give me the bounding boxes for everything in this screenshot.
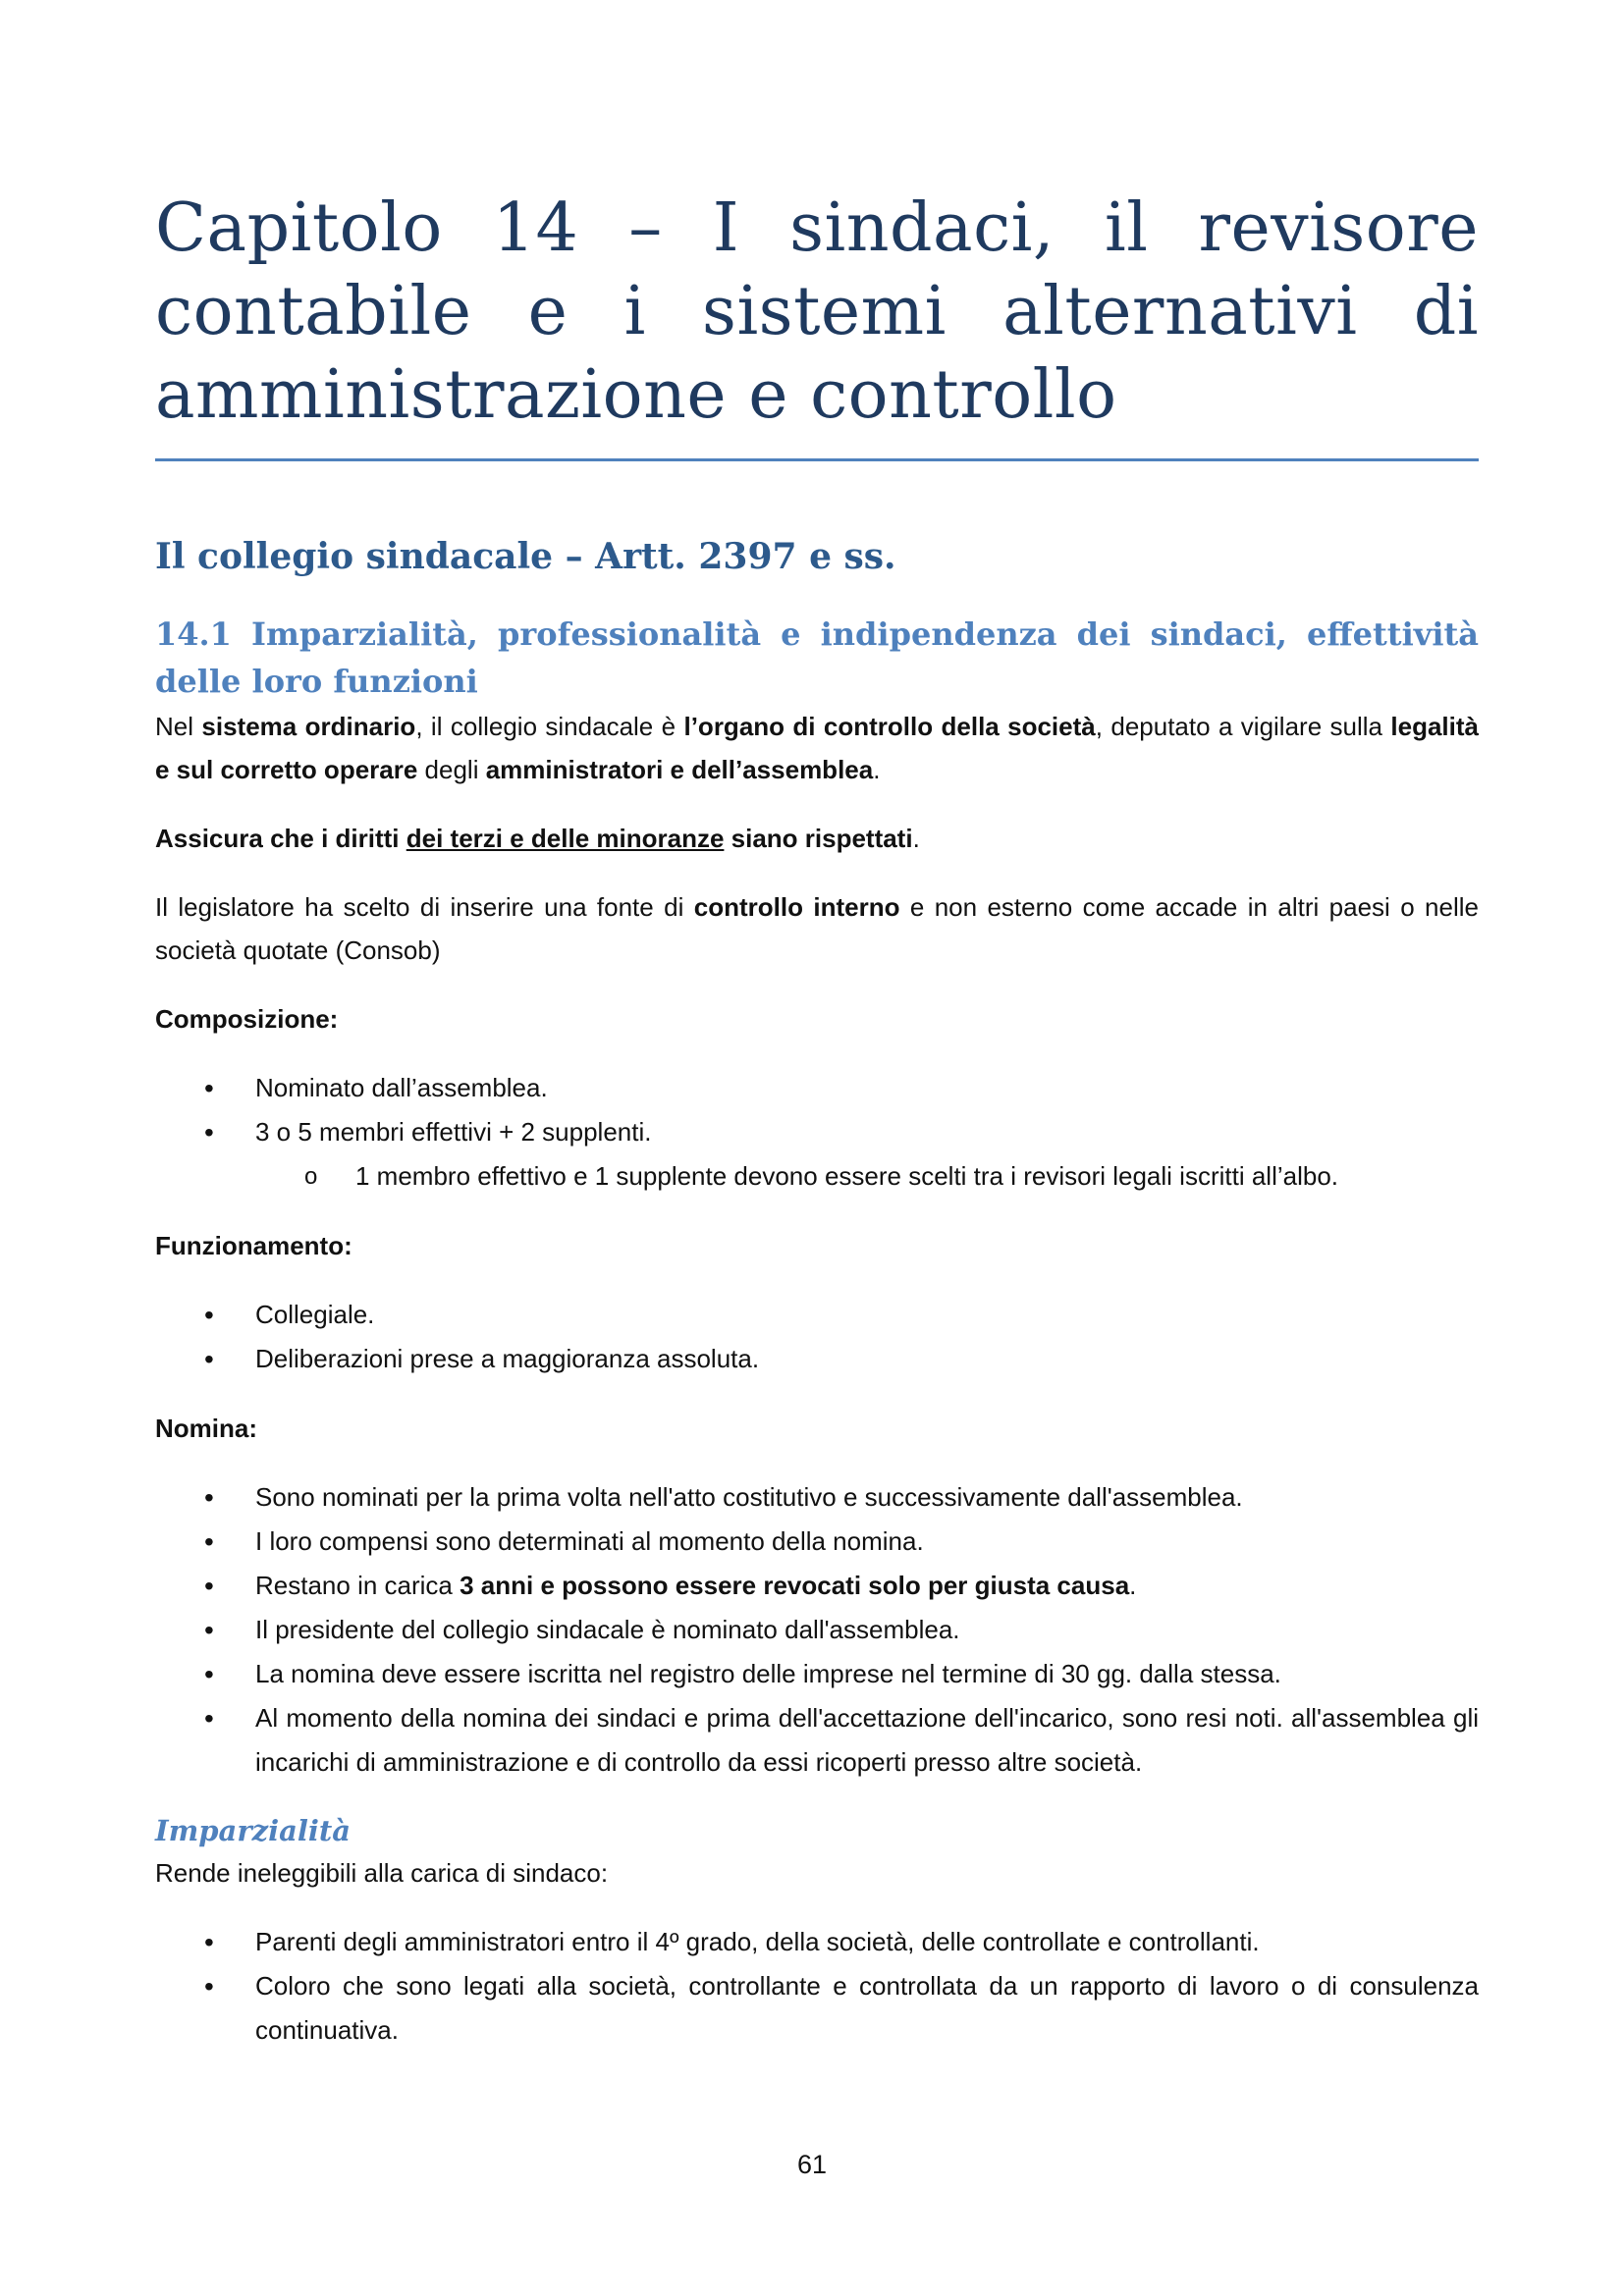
composizione-list bbox=[155, 1066, 1479, 1199]
sub-list-item: o 1 membro effettivo e 1 supplente devono essere scelti tra i revisori legali iscritti all’albo. bbox=[155, 1154, 1479, 1199]
imparzialita-list bbox=[155, 1920, 1479, 2053]
chapter-title: Capitolo 14 – I sindaci, il revisore contabile e i sistemi alternativi di amministrazione e controllo bbox=[155, 189, 1479, 434]
imparzialita-title: Imparzialità bbox=[155, 1814, 352, 1847]
list-item: • 3 o 5 membri effettivi + 2 supplenti. o 1 membro effettivo e 1 supplente devono essere scelti tra i revisori legali iscritti all’albo. bbox=[155, 1110, 1479, 1199]
subsection-title: 14.1 Imparzialità, professionalità e indipendenza dei sindaci, effettività delle loro funzioni bbox=[155, 615, 1479, 700]
page-number: 61 bbox=[796, 2150, 828, 2179]
intro-paragraph-2: Assicura che i diritti dei terzi e delle minoranze siano rispettati. bbox=[155, 824, 920, 853]
list-item: • I loro compensi sono determinati al momento della nomina. bbox=[155, 1520, 1479, 1564]
list-item: • Collegiale. bbox=[155, 1293, 1479, 1337]
list-item: • Nominato dall’assemblea. bbox=[155, 1066, 1479, 1110]
composizione-sublist bbox=[155, 1154, 1479, 1199]
list-item: • Al momento della nomina dei sindaci e prima dell'accettazione dell'incarico, sono resi noti. all'assemblea gli incarichi di amministrazione e di controllo da essi ricoperti presso altre società. bbox=[155, 1696, 1479, 1785]
funzionamento-list bbox=[155, 1293, 1479, 1381]
document-page bbox=[155, 187, 1479, 2053]
list-item: • Restano in carica 3 anni e possono essere revocati solo per giusta causa. bbox=[155, 1564, 1479, 1608]
funzionamento-label: Funzionamento: bbox=[155, 1231, 352, 1260]
intro-paragraph-1: Nel sistema ordinario, il collegio sindacale è l’organo di controllo della società, deputato a vigilare sulla legalità e sul corretto operare degli amministratori e dell’assemblea. bbox=[155, 712, 1479, 784]
list-item: • Parenti degli amministratori entro il 4º grado, della società, delle controllate e controllanti. bbox=[155, 1920, 1479, 1964]
section-title: Il collegio sindacale – Artt. 2397 e ss. bbox=[155, 536, 896, 577]
list-item: • Sono nominati per la prima volta nell'atto costitutivo e successivamente dall'assemblea. bbox=[155, 1475, 1479, 1520]
intro-paragraph-3: Il legislatore ha scelto di inserire una fonte di controllo interno e non esterno come accade in altri paesi o nelle società quotate (Consob) bbox=[155, 892, 1479, 965]
nomina-label: Nomina: bbox=[155, 1414, 257, 1443]
title-divider bbox=[155, 458, 1479, 461]
list-item: • Coloro che sono legati alla società, controllante e controllata da un rapporto di lavoro o di consulenza continuativa. bbox=[155, 1964, 1479, 2053]
list-item: • Il presidente del collegio sindacale è nominato dall'assemblea. bbox=[155, 1608, 1479, 1652]
list-item: • La nomina deve essere iscritta nel registro delle imprese nel termine di 30 gg. dalla stessa. bbox=[155, 1652, 1479, 1696]
list-item: • Deliberazioni prese a maggioranza assoluta. bbox=[155, 1337, 1479, 1381]
composizione-label: Composizione: bbox=[155, 1004, 339, 1034]
imparzialita-intro: Rende ineleggibili alla carica di sindaco: bbox=[155, 1858, 609, 1888]
nomina-list bbox=[155, 1475, 1479, 1785]
